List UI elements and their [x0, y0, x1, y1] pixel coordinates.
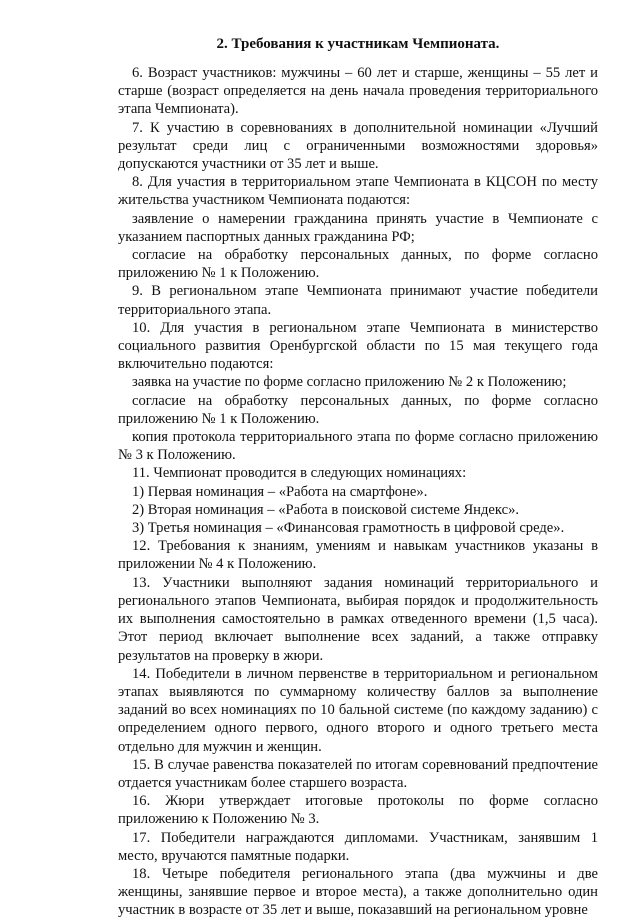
paragraph-17-awards: 17. Победители награждаются дипломами. Участникам, занявшим 1 место, вручаются памятные подарки.: [118, 829, 598, 864]
paragraph-15-tie: 15. В случае равенства показателей по итогам соревнований предпочтение отдается участникам более старшего возраста.: [118, 756, 598, 791]
paragraph-16-jury: 16. Жюри утверждает итоговые протоколы по форме согласно приложению к Положению № 3.: [118, 793, 598, 828]
paragraph-10-consent: согласие на обработку персональных данных, по форме согласно приложению № 1 к Положению.: [118, 392, 598, 427]
paragraph-7-disability-nomination: 7. К участию в соревнованиях в дополнительной номинации «Лучший результат среди лиц с ограниченными возможностями здоровья» допускаются участники от 35 лет и выше.: [118, 119, 598, 173]
paragraph-14-winners: 14. Победители в личном первенстве в территориальном и региональном этапах выявляются по суммарному количеству баллов за выполнение заданий во всех номинациях по 10 бальной системе (по каждому заданию) с определением одного первого, одного второго и одного третьего места отдельно для мужчин и женщин.: [118, 665, 598, 755]
paragraph-8-application: заявление о намерении гражданина принять участие в Чемпионате с указанием паспортных данных гражданина РФ;: [118, 210, 598, 245]
section-heading: 2. Требования к участникам Чемпионата.: [216, 36, 500, 52]
document-page: [118, 34, 598, 920]
paragraph-10-protocol-copy: копия протокола территориального этапа по форме согласно приложению № 3 к Положению.: [118, 429, 598, 464]
nomination-1: 1) Первая номинация – «Работа на смартфоне».: [132, 483, 428, 500]
paragraph-13-tasks: 13. Участники выполняют задания номинаций территориального и регионального этапов Чемпионата, выбирая порядок и продолжительность их выполнения самостоятельно в рамках отведенного времени (1,5 часа). Этот период включает выполнение всех заданий, а также отправку результатов на проверку в жюри.: [118, 574, 598, 664]
paragraph-12-requirements: 12. Требования к знаниям, умениям и навыкам участников указаны в приложении № 4 к Положению.: [118, 538, 598, 573]
paragraph-8-territorial-docs: 8. Для участия в территориальном этапе Чемпионата в КЦСОН по месту жительства участником Чемпионата подаются:: [118, 174, 598, 209]
paragraph-11-nominations: 11. Чемпионат проводится в следующих номинациях:: [132, 465, 467, 482]
paragraph-10-request: заявка на участие по форме согласно приложению № 2 к Положению;: [132, 374, 567, 391]
nomination-2: 2) Вторая номинация – «Работа в поисковой системе Яндекс».: [132, 501, 520, 518]
paragraph-8-consent: согласие на обработку персональных данных, по форме согласно приложению № 1 к Положению.: [118, 247, 598, 282]
paragraph-6-age: 6. Возраст участников: мужчины – 60 лет и старше, женщины – 55 лет и старше (возраст определяется на день начала проведения территориального этапа Чемпионата).: [118, 65, 598, 118]
paragraph-10-regional-docs: 10. Для участия в региональном этапе Чемпионата в министерство социального развития Оренбургской области по 15 мая текущего года включительно подаются:: [118, 319, 598, 373]
paragraph-18-regional-winners: 18. Четыре победителя регионального этапа (два мужчины и две женщины, занявшие первое и второе места), а также дополнительно один участник в возрасте от 35 лет и выше, показавший на региональном уровне: [118, 865, 598, 919]
paragraph-9-regional-participants: 9. В региональном этапе Чемпионата принимают участие победители территориального этапа.: [118, 283, 598, 318]
nomination-3: 3) Третья номинация – «Финансовая грамотность в цифровой среде».: [132, 520, 565, 537]
